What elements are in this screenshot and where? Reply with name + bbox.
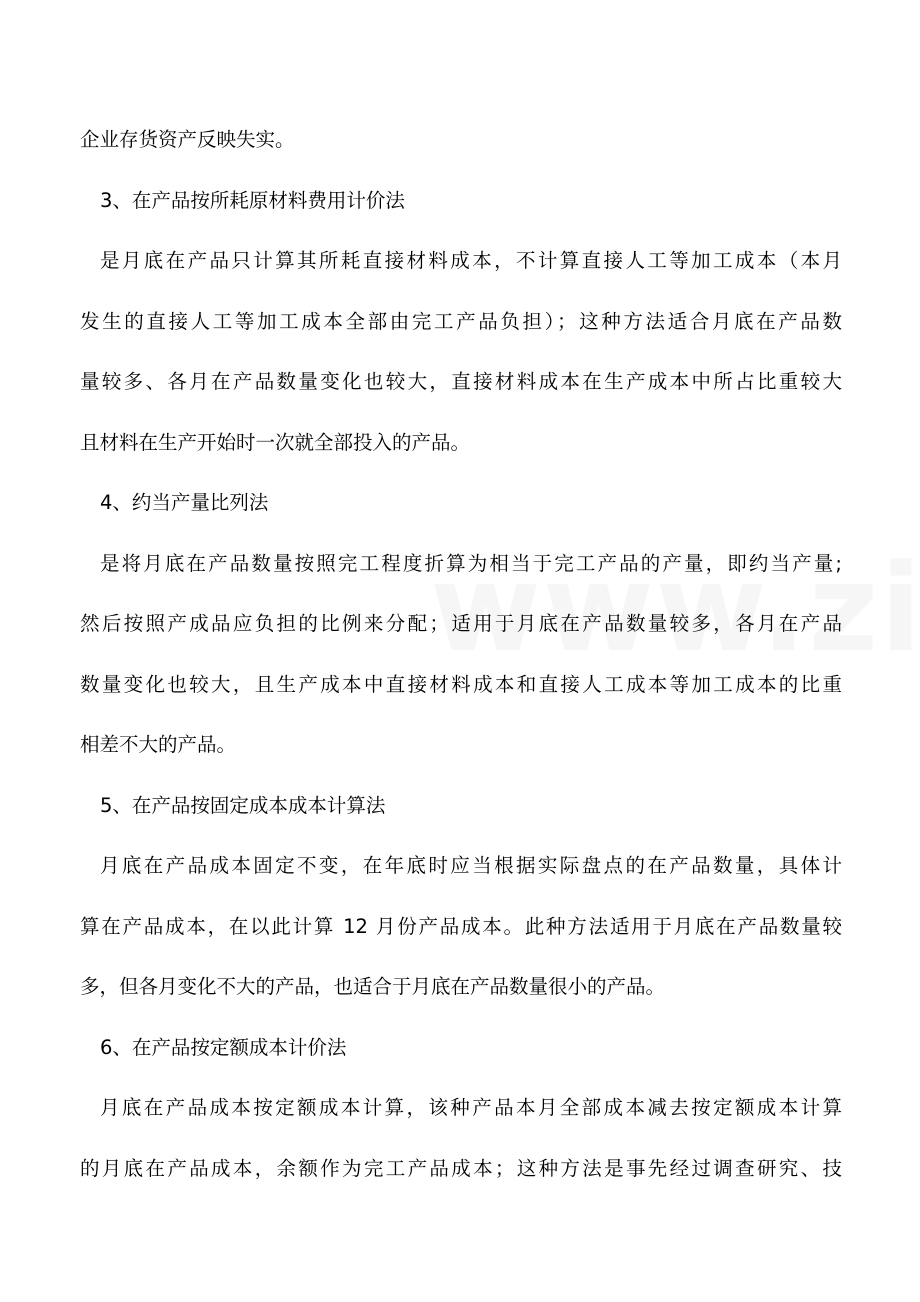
paragraph-line: 企业存货资产反映失实。	[80, 128, 295, 151]
paragraph-line: 算在产品成本，在以此计算 12 月份产品成本。此种方法适用于月底在产品数量较	[80, 914, 842, 938]
paragraph-line: 是将月底在产品数量按照完工程度折算为相当于完工产品的产量，即约当产量;	[100, 551, 842, 575]
document-body	[80, 117, 842, 1206]
paragraph-line: 且材料在生产开始时一次就全部投入的产品。	[80, 430, 471, 454]
section-heading-6: 6、在产品按定额成本计价法	[100, 1035, 347, 1059]
section-heading-4: 4、约当产量比列法	[100, 491, 269, 514]
paragraph-line: 然后按照产成品应负担的比例来分配；适用于月底在产品数量较多，各月在产品	[80, 612, 842, 635]
paragraph-line: 量较多、各月在产品数量变化也较大，直接材料成本在生产成本中所占比重较大	[80, 370, 842, 393]
paragraph-line: 数量变化也较大，且生产成本中直接材料成本和直接人工成本等加工成本的比重	[80, 672, 842, 696]
paragraph-line: 多，但各月变化不大的产品，也适合于月底在产品数量很小的产品。	[80, 975, 666, 998]
section-heading-3: 3、在产品按所耗原材料费用计价法	[100, 188, 405, 212]
paragraph-line: 相差不大的产品。	[80, 733, 237, 756]
paragraph-line: 月底在产品成本按定额成本计算，该种产品本月全部成本减去按定额成本计算	[100, 1096, 842, 1119]
section-heading-5: 5、在产品按固定成本成本计算法	[100, 793, 386, 817]
paragraph-line: 月底在产品成本固定不变，在年底时应当根据实际盘点的在产品数量，具体计	[100, 854, 842, 877]
paragraph-line: 的月底在产品成本，余额作为完工产品成本；这种方法是事先经过调查研究、技	[80, 1156, 842, 1180]
paragraph-line: 是月底在产品只计算其所耗直接材料成本，不计算直接人工等加工成本（本月	[100, 249, 842, 272]
paragraph-line: 发生的直接人工等加工成本全部由完工产品负担）；这种方法适合月底在产品数	[80, 309, 842, 333]
